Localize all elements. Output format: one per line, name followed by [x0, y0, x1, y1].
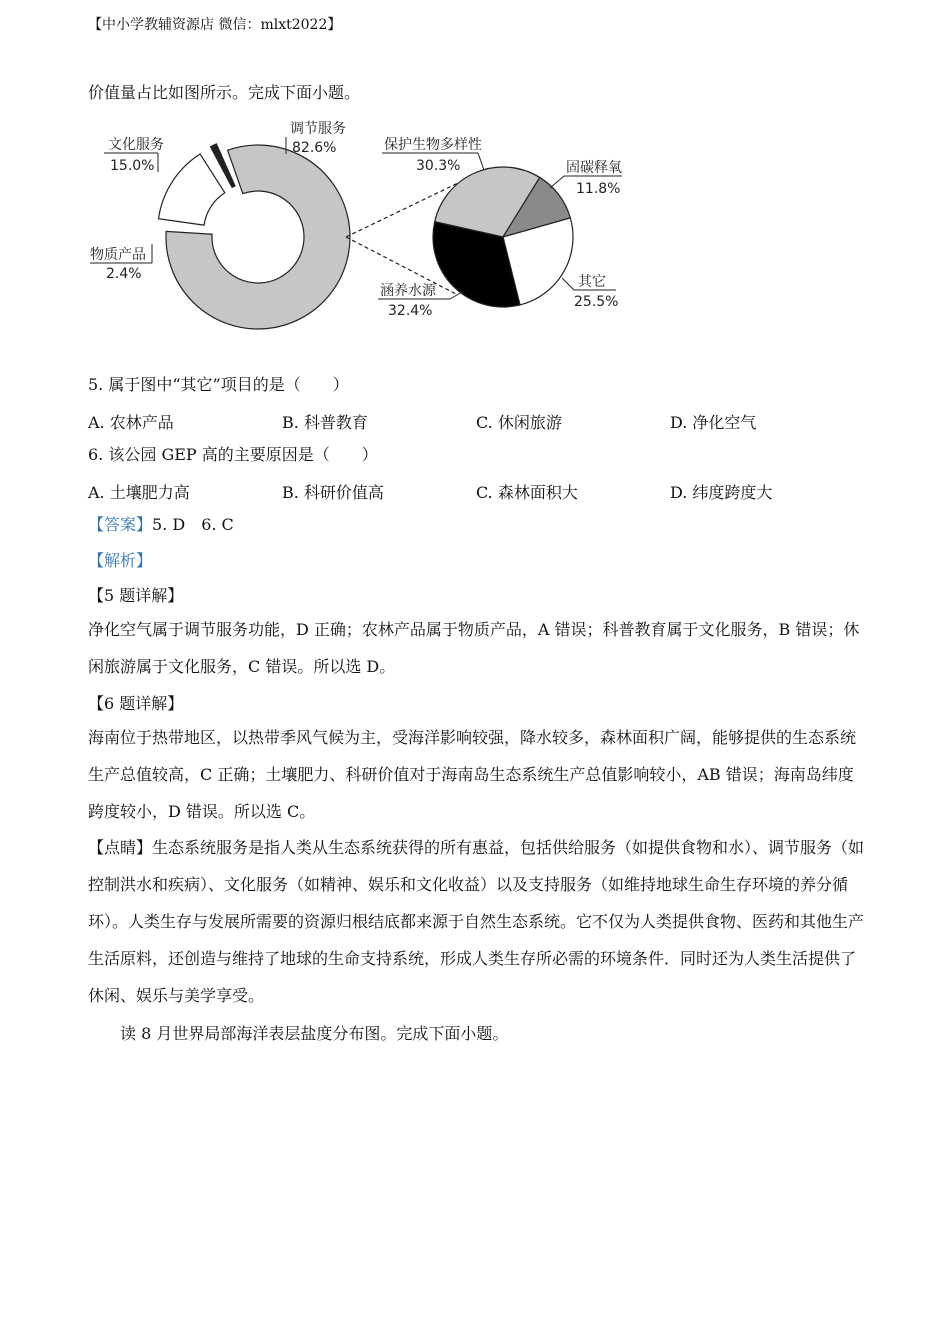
- value-carbon-oxygen: 11.8%: [576, 181, 621, 197]
- label-biodiversity: 保护生物多样性: [384, 137, 482, 153]
- pie-chart: [433, 167, 573, 307]
- leader-others-2: [562, 278, 574, 290]
- label-carbon-oxygen: 固碳释氧: [566, 160, 622, 176]
- gep-composition-chart: [80, 112, 640, 342]
- answer-line: [88, 515, 234, 535]
- intro-text: 价值量占比如图所示。完成下面小题。: [88, 83, 361, 102]
- leader-biodiversity-2: [478, 153, 484, 170]
- analysis-tag: 【解析】: [88, 551, 153, 570]
- tip-tag: 【点睛】: [88, 838, 153, 857]
- q6-option-c: C. 森林面积大: [476, 483, 578, 502]
- next-intro-text: 读 8 月世界局部海洋表层盐度分布图。完成下面小题。: [120, 1024, 509, 1043]
- tip-text: 生态系统服务是指人类从生态系统获得的所有惠益，包括供给服务（如提供食物和水）、调节服务（如控制洪水和疾病）、文化服务（如精神、娱乐和文化收益）以及支持服务（如维持地球生命生存环境的养分循环）。人类生存与发展所需要的资源归根结底都来源于自然生态系统。它不仅为人类提供食物、医药和其他生产生活原料，还创造与维持了地球的生命支持系统，形成人类生存所必需的环境条件．同时还为人类生活提供了休闲、娱乐与美学享受。: [88, 838, 865, 1005]
- q5-detail-title: 【5 题详解】: [88, 586, 184, 605]
- q5-option-b: B. 科普教育: [282, 413, 368, 432]
- label-regulating-services: 调节服务: [290, 121, 346, 137]
- q6-option-b: B. 科研价值高: [282, 483, 384, 502]
- label-material-products: 物质产品: [90, 247, 146, 263]
- value-material-products: 2.4%: [106, 266, 142, 282]
- q6-option-a: A. 土壤肥力高: [88, 483, 190, 502]
- leader-water-2: [450, 292, 462, 299]
- q6-stem: 6. 该公园 GEP 高的主要原因是（ ）: [88, 445, 378, 464]
- q5-option-a: A. 农林产品: [88, 413, 174, 432]
- donut-slice-1: [158, 154, 224, 225]
- value-others: 25.5%: [574, 294, 619, 310]
- answer-tag: 【答案】: [88, 515, 153, 534]
- value-water-conservation: 32.4%: [388, 303, 433, 319]
- tip-paragraph: [88, 829, 868, 1014]
- q5-stem: 5. 属于图中“其它”项目的是（ ）: [88, 375, 349, 394]
- label-water-conservation: 涵养水源: [380, 283, 436, 299]
- q6-detail-text: 海南位于热带地区，以热带季风气候为主，受海洋影响较强，降水较多，森林面积广阔，能够提供的生态系统生产总值较高，C 正确；土壤肥力、科研价值对于海南岛生态系统生产总值影响较小，AB 错误；海南岛纬度跨度较小，D 错误。所以选 C。: [88, 728, 857, 821]
- value-regulating-services: 82.6%: [292, 140, 337, 156]
- label-others: 其它: [578, 274, 606, 290]
- page-header: 【中小学教辅资源店 微信：mlxt2022】: [88, 17, 342, 33]
- answer-text: 5. D 6. C: [152, 515, 234, 534]
- leader-carbon-2: [550, 176, 564, 188]
- q6-detail-title: 【6 题详解】: [88, 694, 184, 713]
- q5-option-c: C. 休闲旅游: [476, 413, 562, 432]
- q5-option-d: D. 净化空气: [670, 413, 757, 432]
- value-biodiversity: 30.3%: [416, 158, 461, 174]
- q5-detail-text: 净化空气属于调节服务功能，D 正确；农林产品属于物质产品，A 错误；科普教育属于文化服务，B 错误；休闲旅游属于文化服务，C 错误。所以选 D。: [88, 620, 860, 676]
- value-cultural-services: 15.0%: [110, 158, 155, 174]
- donut-chart: [158, 144, 350, 329]
- q6-option-d: D. 纬度跨度大: [670, 483, 773, 502]
- label-cultural-services: 文化服务: [108, 137, 164, 153]
